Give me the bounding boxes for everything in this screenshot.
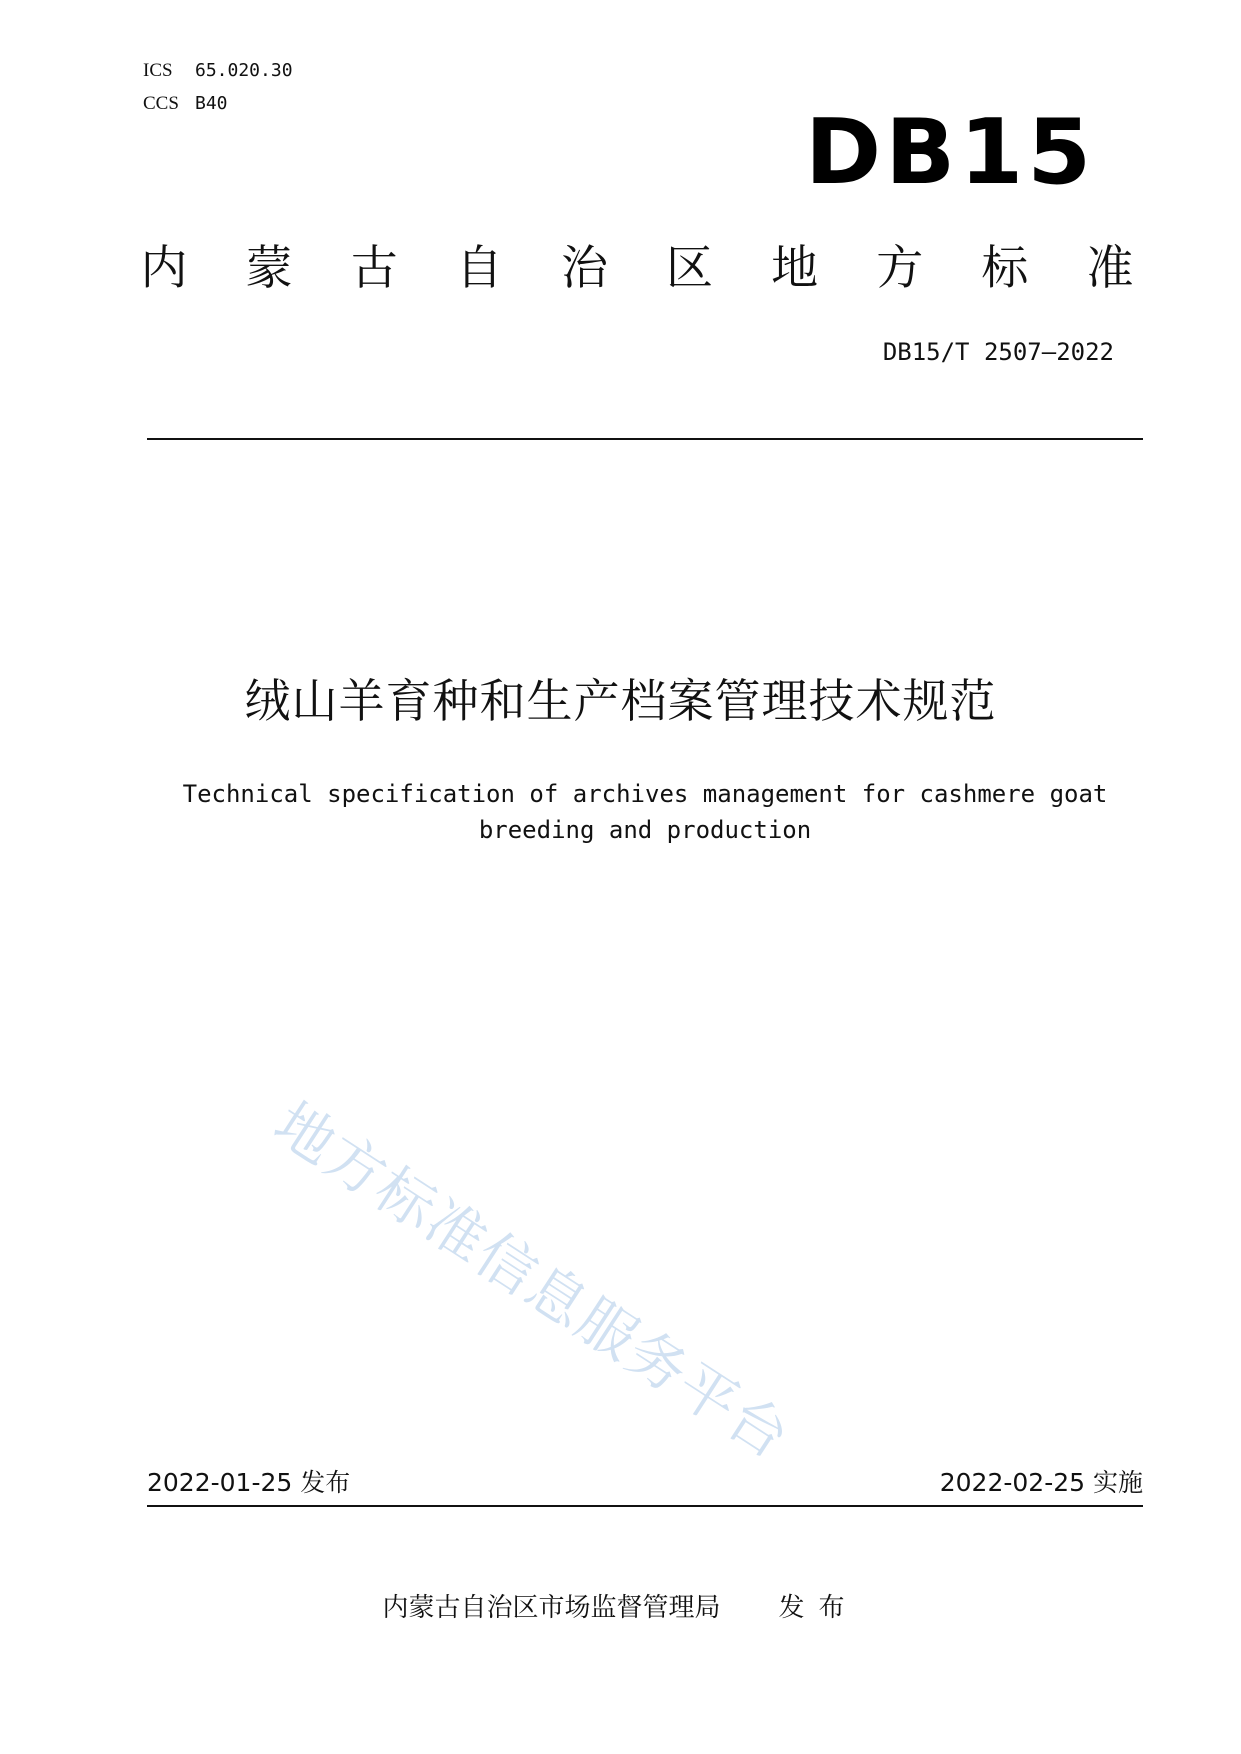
issue-date — [147, 1466, 350, 1500]
issuer-action: 发布 — [778, 1593, 859, 1623]
ccs-label: CCS — [143, 93, 179, 114]
issuer-line — [0, 1590, 1241, 1626]
ics-label: ICS — [143, 60, 173, 81]
watermark: 地方标准信息服务平台 — [262, 1088, 803, 1473]
standard-number: DB15/T 2507—2022 — [882, 338, 1114, 366]
document-title-chinese: 绒山羊育种和生产档案管理技术规范 — [244, 674, 997, 728]
authority-title-char: 内 — [140, 241, 188, 296]
top-divider — [147, 438, 1143, 440]
authority-title-char: 古 — [350, 241, 398, 296]
issue-date-label: 发布 — [300, 1468, 351, 1497]
authority-title-char: 治 — [560, 241, 608, 296]
authority-title-char: 蒙 — [245, 241, 293, 296]
implementation-date-value: 2022-02-25 — [939, 1468, 1086, 1497]
issuer-name: 内蒙古自治区市场监督管理局 — [382, 1593, 721, 1623]
standard-mark: DB15 — [805, 100, 1096, 205]
bottom-divider — [147, 1505, 1143, 1507]
authority-title-char: 区 — [666, 241, 714, 296]
english-title-line-2: breeding and production — [478, 816, 812, 844]
ics-code — [143, 59, 293, 82]
ics-value: 65.020.30 — [195, 60, 293, 81]
implementation-date — [940, 1466, 1143, 1500]
ccs-code — [143, 92, 228, 115]
authority-title-char: 方 — [876, 241, 924, 296]
authority-title-char: 准 — [1086, 241, 1134, 296]
english-title-line-1: Technical specification of archives management for cashmere goat — [182, 780, 1108, 808]
authority-title-char: 标 — [981, 241, 1029, 296]
ccs-value: B40 — [195, 93, 228, 114]
authority-title-char: 自 — [455, 241, 503, 296]
implementation-date-label: 实施 — [1092, 1468, 1143, 1497]
authority-title — [138, 236, 1136, 302]
issue-date-value: 2022-01-25 — [147, 1468, 293, 1497]
document-title-english — [120, 776, 1170, 848]
authority-title-char: 地 — [771, 241, 819, 296]
